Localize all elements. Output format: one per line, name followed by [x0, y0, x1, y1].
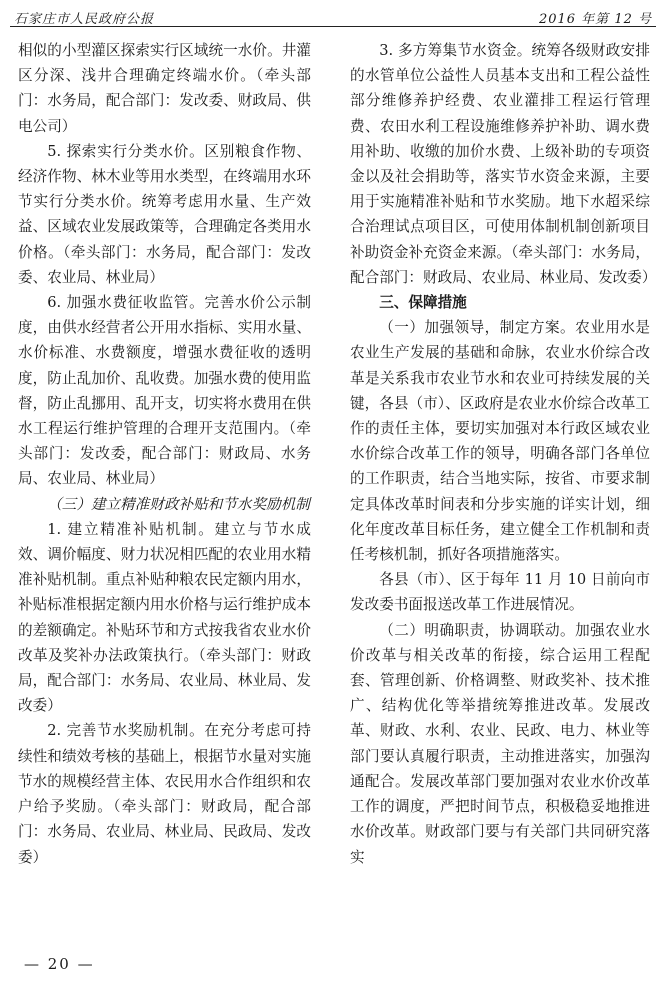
- subsection-heading: （三）建立精准财政补贴和节水奖励机制: [47, 495, 310, 513]
- left-column: [18, 38, 311, 870]
- section-heading: 三、保障措施: [379, 294, 467, 312]
- paragraph: 3. 多方筹集节水资金。统筹各级财政安排的水管单位公益性人员基本支出和工程公益性部分维修养护经费、农业灌排工程运行管理费、农田水利工程设施维修养护补助、调水费用补助、收缴的加价水费、上级补助的专项资金以及社会捐助等，落实节水资金来源，主要用于实施精准补贴和节水奖励。地下水超采综合治理试点项目区，可使用体制机制创新项目补助资金补充资金来源。（牵头部门：水务局，配合部门：财政局、农业局、林业局、发改委）: [350, 42, 657, 286]
- issue-number: 2016 年第 12 号: [538, 12, 652, 27]
- right-column: [350, 38, 657, 870]
- page-number: — 20 —: [24, 955, 95, 973]
- paragraph: 5. 探索实行分类水价。区别粮食作物、经济作物、林木业等用水类型，在终端用水环节实行分类水价。统筹考虑用水量、生产效益、区域农业发展政策等，合理确定各类用水价格。（牵头部门：水务局，配合部门：发改委、农业局、林业局）: [18, 142, 311, 286]
- paragraph: 2. 完善节水奖励机制。在充分考虑可持续性和绩效考核的基础上，根据节水量对实施节水的规模经营主体、农民用水合作组织和农户给予奖励。（牵头部门：财政局，配合部门：水务局、农业局、林业局、民政局、发改委）: [18, 722, 311, 866]
- paragraph: （一）加强领导，制定方案。农业用水是农业生产发展的基础和命脉，农业水价综合改革是关系我市农业节水和农业可持续发展的关键，各县（市）、区政府是农业水价综合改革工作的责任主体，要切实加强对本行政区域农业水价综合改革工作的领导，明确各部门各单位的工作职责，结合当地实际，按省、市要求制定具体改革时间表和分步实施的详实计划，细化年度改革目标任务，建立健全工作机制和责任考核机制，抓好各项措施落实。: [350, 319, 650, 564]
- paragraph: 相似的小型灌区探索实行区域统一水价。井灌区分深、浅井合理确定终端水价。（牵头部门：水务局，配合部门：发改委、财政局、供电公司）: [18, 42, 311, 135]
- page-header: [10, 6, 656, 27]
- paragraph: 1. 建立精准补贴机制。建立与节水成效、调价幅度、财力状况相匹配的农业用水精准补贴机制。重点补贴种粮农民定额内用水，补贴标准根据定额内用水价格与运行维护成本的差额确定。补贴环节和方式按我省农业水价改革及奖补办法政策执行。（牵头部门：财政局，配合部门：水务局、农业局、林业局、发改委）: [18, 520, 311, 715]
- paragraph: 6. 加强水费征收监管。完善水价公示制度，由供水经营者公开用水指标、实用水量、水价标准、水费额度，增强水费征收的透明度，防止乱加价、乱收费。加强水费的使用监督，防止乱挪用、乱开支，切实将水费用在供水工程运行维护管理的合理开支范围内。（牵头部门：发改委，配合部门：财政局、水务局、农业局、林业局）: [18, 294, 311, 488]
- gazette-title: 石家庄市人民政府公报: [14, 12, 155, 27]
- paragraph: （二）明确职责，协调联动。加强农业水价改革与相关改革的衔接，综合运用工程配套、管理创新、价格调整、财政奖补、技术推广、结构优化等举措统筹推进改革。发展改革、财政、水利、农业、民政、电力、林业等部门要认真履行职责，主动推进落实，加强沟通配合。发展改革部门要加强对农业水价改革工作的调度，严把时间节点，积极稳妥地推进水价改革。财政部门要与有关部门共同研究落实: [350, 621, 650, 866]
- paragraph: 各县（市）、区于每年 11 月 10 日前向市发改委书面报送改革工作进展情况。: [350, 571, 650, 614]
